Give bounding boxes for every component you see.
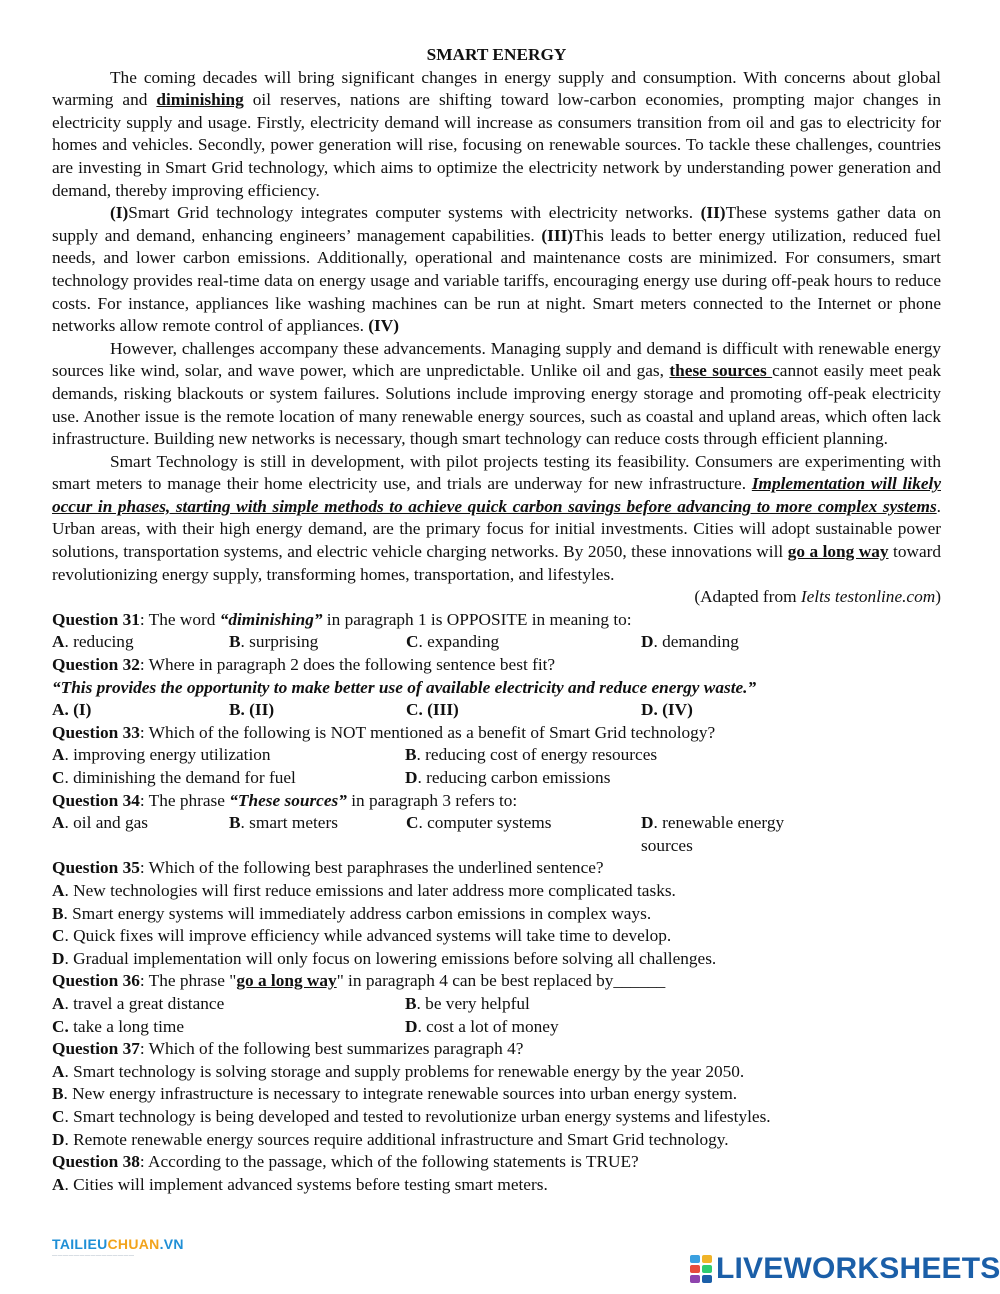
keyword-go-a-long-way: go a long way — [787, 542, 889, 562]
option-text: . expanding — [418, 632, 500, 652]
question-label: Question 33 — [52, 722, 140, 742]
text: : Which of the following is NOT mentioned as a benefit of Smart Grid technology? — [139, 722, 716, 742]
text: " in paragraph 4 can be best replaced by______ — [336, 971, 666, 991]
option-c[interactable] — [52, 767, 405, 790]
option-b[interactable] — [229, 812, 406, 857]
option-a[interactable] — [52, 631, 229, 654]
option-text: . Smart technology is solving storage and supply problems for renewable energy by the year 2050. — [64, 1061, 745, 1081]
question-33-options-row1 — [52, 744, 941, 767]
option-letter: A — [52, 700, 65, 720]
paragraph-4 — [52, 451, 941, 587]
text: ) — [935, 587, 941, 607]
question-36-options-row1 — [52, 993, 941, 1016]
question-37 — [52, 1038, 941, 1061]
paragraph-3 — [52, 338, 941, 451]
question-label: Question 32 — [52, 655, 140, 675]
option-text: . reducing cost of energy resources — [416, 745, 658, 765]
text: : The phrase " — [139, 971, 237, 991]
text: cannot easily meet peak demands, risking blackouts or system failures. Solutions include improving energy storage and promoting off-peak electricity use. Another issue is the remote location of many renewable energy sources, such as coastal and upland areas, which often lack infrastructure. Building new networks is necessary, though smart technology can reduce costs through efficient planning. — [52, 361, 941, 449]
option-letter: C — [52, 768, 65, 787]
option-a[interactable] — [52, 1174, 941, 1197]
text: However, challenges accompany these advancements. Managing supply and demand is difficult with renewable energy sources like wind, solar, and wave power, which are unpredictable. Unlike oil and gas, — [52, 338, 941, 381]
text: This leads to better energy utilization, reduced fuel needs, and lower carbon emissions. Additionally, operational and maintenance costs are minimized. For consumers, smart technology provides real-time data on energy usage and variable tariffs, encouraging energy use during off-peak hours to reduce costs. For instance, appliances like washing machines can be run at night. Smart meters connected to the Internet or phone networks allow remote control of appliances. — [52, 225, 941, 336]
option-d[interactable] — [52, 948, 941, 971]
text: . Urban areas, with their high energy demand, are the primary focus for initial investments. Cities will adopt sustainable power solutions, transportation systems, and electric vehicle charging networks. By 2050, these innovations will — [52, 496, 941, 562]
option-b[interactable] — [52, 1083, 941, 1106]
paragraph-1 — [52, 67, 941, 203]
option-b[interactable] — [229, 631, 406, 654]
option-text: . (III) — [418, 700, 459, 720]
option-b[interactable] — [52, 903, 941, 926]
source-site: Ielts testonline.com — [800, 587, 936, 607]
option-d[interactable] — [405, 1016, 758, 1039]
option-letter: D — [405, 1016, 418, 1036]
text: These systems gather data on supply and demand, enhancing engineers’ management capabilities. — [52, 203, 941, 245]
liveworksheets-wordmark: LIVEWORKSHEETS — [716, 1252, 1000, 1285]
option-letter: D — [52, 1129, 65, 1149]
question-label: Question 31 — [52, 609, 140, 629]
marker-i: (I) — [110, 203, 129, 223]
option-letter: B — [52, 903, 64, 923]
logo-part: CHUAN — [107, 1236, 160, 1252]
question-32 — [52, 654, 941, 677]
option-c[interactable] — [52, 1106, 941, 1129]
option-c[interactable] — [52, 1016, 405, 1039]
question-31-options — [52, 631, 941, 654]
text: : Where in paragraph 2 does the following sentence best fit? — [139, 655, 556, 675]
question-label: Question 36 — [52, 971, 140, 991]
question-36 — [52, 970, 941, 993]
question-34 — [52, 790, 941, 813]
question-36-options-row2 — [52, 1016, 941, 1039]
marker-iii: (III) — [541, 225, 574, 245]
option-a[interactable] — [52, 699, 229, 722]
question-32-quote: “This provides the opportunity to make better use of available electricity and reduce energy waste.” — [52, 677, 757, 697]
question-label: Question 35 — [52, 858, 140, 878]
text: : The word — [139, 609, 220, 629]
paragraph-2 — [52, 202, 941, 338]
option-text: . Quick fixes will improve efficiency while advanced systems will take time to develop. — [64, 926, 672, 946]
option-b[interactable] — [229, 699, 406, 722]
option-text: . demanding — [653, 632, 739, 652]
option-text: . Smart technology is being developed and tested to revolutionize urban energy systems and lifestyles. — [64, 1106, 771, 1126]
question-keyword: “diminishing” — [219, 609, 323, 629]
option-letter: A — [52, 1174, 65, 1194]
question-35 — [52, 857, 941, 880]
option-text: . Remote renewable energy sources require additional infrastructure and Smart Grid technology. — [64, 1129, 729, 1149]
option-c[interactable] — [406, 631, 641, 654]
question-38 — [52, 1151, 941, 1174]
text: Smart Grid technology integrates computer systems with electricity networks. — [128, 203, 701, 223]
option-text: . be very helpful — [416, 993, 530, 1013]
option-text: . (I) — [64, 700, 92, 720]
option-d[interactable] — [405, 767, 758, 790]
option-c[interactable] — [406, 812, 641, 857]
text: Smart Technology is still in development, with pilot projects testing its feasibility. Consumers are experimenting with smart meters to manage their home electricity use, and trials are underway for new infrastructure. — [52, 451, 941, 494]
option-text: . (II) — [240, 700, 275, 720]
option-b[interactable] — [405, 993, 758, 1016]
option-letter: A — [52, 993, 65, 1013]
option-letter: A — [52, 813, 65, 833]
option-b[interactable] — [405, 744, 758, 767]
option-letter: A — [52, 880, 65, 900]
option-d[interactable] — [641, 812, 818, 857]
text: : According to the passage, which of the following statements is TRUE? — [139, 1152, 639, 1172]
text: : Which of the following best paraphrases the underlined sentence? — [139, 858, 604, 878]
question-32-options — [52, 699, 941, 722]
question-33-options-row2 — [52, 767, 941, 790]
option-text: . New energy infrastructure is necessary to integrate renewable sources into urban energy system. — [63, 1084, 738, 1104]
option-text: . (IV) — [653, 700, 693, 720]
option-d[interactable] — [52, 1129, 941, 1152]
logo-part: .VN — [159, 1236, 184, 1252]
option-c[interactable] — [406, 699, 641, 722]
option-a[interactable] — [52, 880, 941, 903]
option-letter: B — [229, 632, 241, 652]
option-letter: A — [52, 1061, 65, 1081]
option-letter: B — [405, 745, 417, 765]
option-text: . oil and gas — [64, 813, 148, 833]
option-text: . travel a great distance — [64, 993, 225, 1013]
liveworksheets-icon — [690, 1255, 712, 1283]
question-31 — [52, 609, 941, 632]
page-title: SMART ENERGY — [426, 45, 567, 64]
option-letter: C. — [52, 1016, 69, 1036]
option-a[interactable] — [52, 1061, 941, 1084]
question-label: Question 37 — [52, 1039, 140, 1059]
option-text: . renewable energy sources — [641, 813, 785, 855]
liveworksheets-logo — [690, 1252, 1000, 1286]
option-letter: C — [52, 1106, 65, 1126]
marker-ii: (II) — [700, 203, 726, 223]
tailieuchuan-logo — [52, 1236, 184, 1259]
option-text: . cost a lot of money — [417, 1016, 559, 1036]
option-letter: A — [52, 632, 65, 652]
option-c[interactable] — [52, 925, 941, 948]
option-letter: D — [405, 768, 418, 787]
question-label: Question 38 — [52, 1152, 140, 1172]
option-d[interactable] — [641, 699, 818, 722]
option-letter: C — [406, 632, 419, 652]
logo-part: TAILIEU — [52, 1236, 108, 1252]
text: The coming decades will bring significant changes in energy supply and consumption. With concerns about global warming and — [52, 67, 941, 110]
option-text: . Cities will implement advanced systems before testing smart meters. — [64, 1174, 548, 1194]
option-text: . smart meters — [240, 813, 338, 833]
option-letter: D — [52, 948, 65, 968]
option-text: . reducing carbon emissions — [417, 768, 611, 787]
option-d[interactable] — [641, 631, 818, 654]
text: toward revolutionizing energy supply, transforming homes, transportation, and lifestyles. — [52, 542, 942, 584]
option-text: . computer systems — [418, 813, 552, 833]
option-a[interactable] — [52, 744, 405, 767]
option-text: . Smart energy systems will immediately address carbon emissions in complex ways. — [63, 903, 652, 923]
option-letter: A — [52, 745, 65, 765]
text: : The phrase — [139, 790, 230, 810]
option-text: . reducing — [64, 632, 134, 652]
option-letter: B — [405, 993, 417, 1013]
text: in paragraph 3 refers to: — [346, 790, 518, 810]
option-a[interactable] — [52, 812, 229, 857]
text: oil reserves, nations are shifting toward low-carbon economies, prompting major changes in electricity supply and usage. Firstly, electricity demand will increase as consumers transition from oil and gas to electricity for homes and vehicles. Secondly, power generation will rise, focusing on renewable sources. To tackle these challenges, countries are investing in Smart Grid technology, which aims to optimize the electricity network by understanding power generation and demand, thereby improving efficiency. — [52, 90, 941, 200]
logo-tagline-decoration: ——————————————— — [52, 1253, 135, 1259]
option-letter: C — [52, 926, 65, 946]
underlined-sentence: Implementation will likely occur in phases, starting with simple methods to achieve quick carbon savings before advancing to more complex systems — [52, 474, 941, 516]
source-citation — [52, 586, 941, 609]
option-text: . Gradual implementation will only focus on lowering emissions before solving all challenges. — [64, 948, 717, 968]
question-keyword: go a long way — [236, 971, 337, 991]
option-text: . surprising — [240, 632, 319, 652]
option-letter: B — [229, 700, 241, 720]
question-label: Question 34 — [52, 790, 140, 810]
text: in paragraph 1 is OPPOSITE in meaning to: — [322, 609, 632, 629]
option-letter: B — [229, 813, 241, 833]
option-letter: D — [641, 632, 654, 652]
marker-iv: (IV) — [368, 316, 399, 336]
text: (Adapted from — [694, 587, 801, 607]
document — [52, 44, 941, 1196]
keyword-diminishing: diminishing — [156, 90, 244, 110]
option-letter: B — [52, 1084, 64, 1104]
option-text: take a long time — [68, 1016, 184, 1036]
text: : Which of the following best summarizes paragraph 4? — [139, 1039, 524, 1059]
option-text: . New technologies will first reduce emissions and later address more complicated tasks. — [64, 880, 676, 900]
question-33 — [52, 722, 941, 745]
keyword-these-sources: these sources — [669, 361, 773, 381]
option-text: . diminishing the demand for fuel — [64, 768, 296, 787]
question-keyword: “These sources” — [229, 790, 347, 810]
option-letter: C — [406, 700, 419, 720]
option-letter: D — [641, 813, 654, 833]
option-letter: C — [406, 813, 419, 833]
option-a[interactable] — [52, 993, 405, 1016]
option-text: . improving energy utilization — [64, 745, 271, 765]
option-letter: D — [641, 700, 654, 720]
question-34-options — [52, 812, 941, 857]
